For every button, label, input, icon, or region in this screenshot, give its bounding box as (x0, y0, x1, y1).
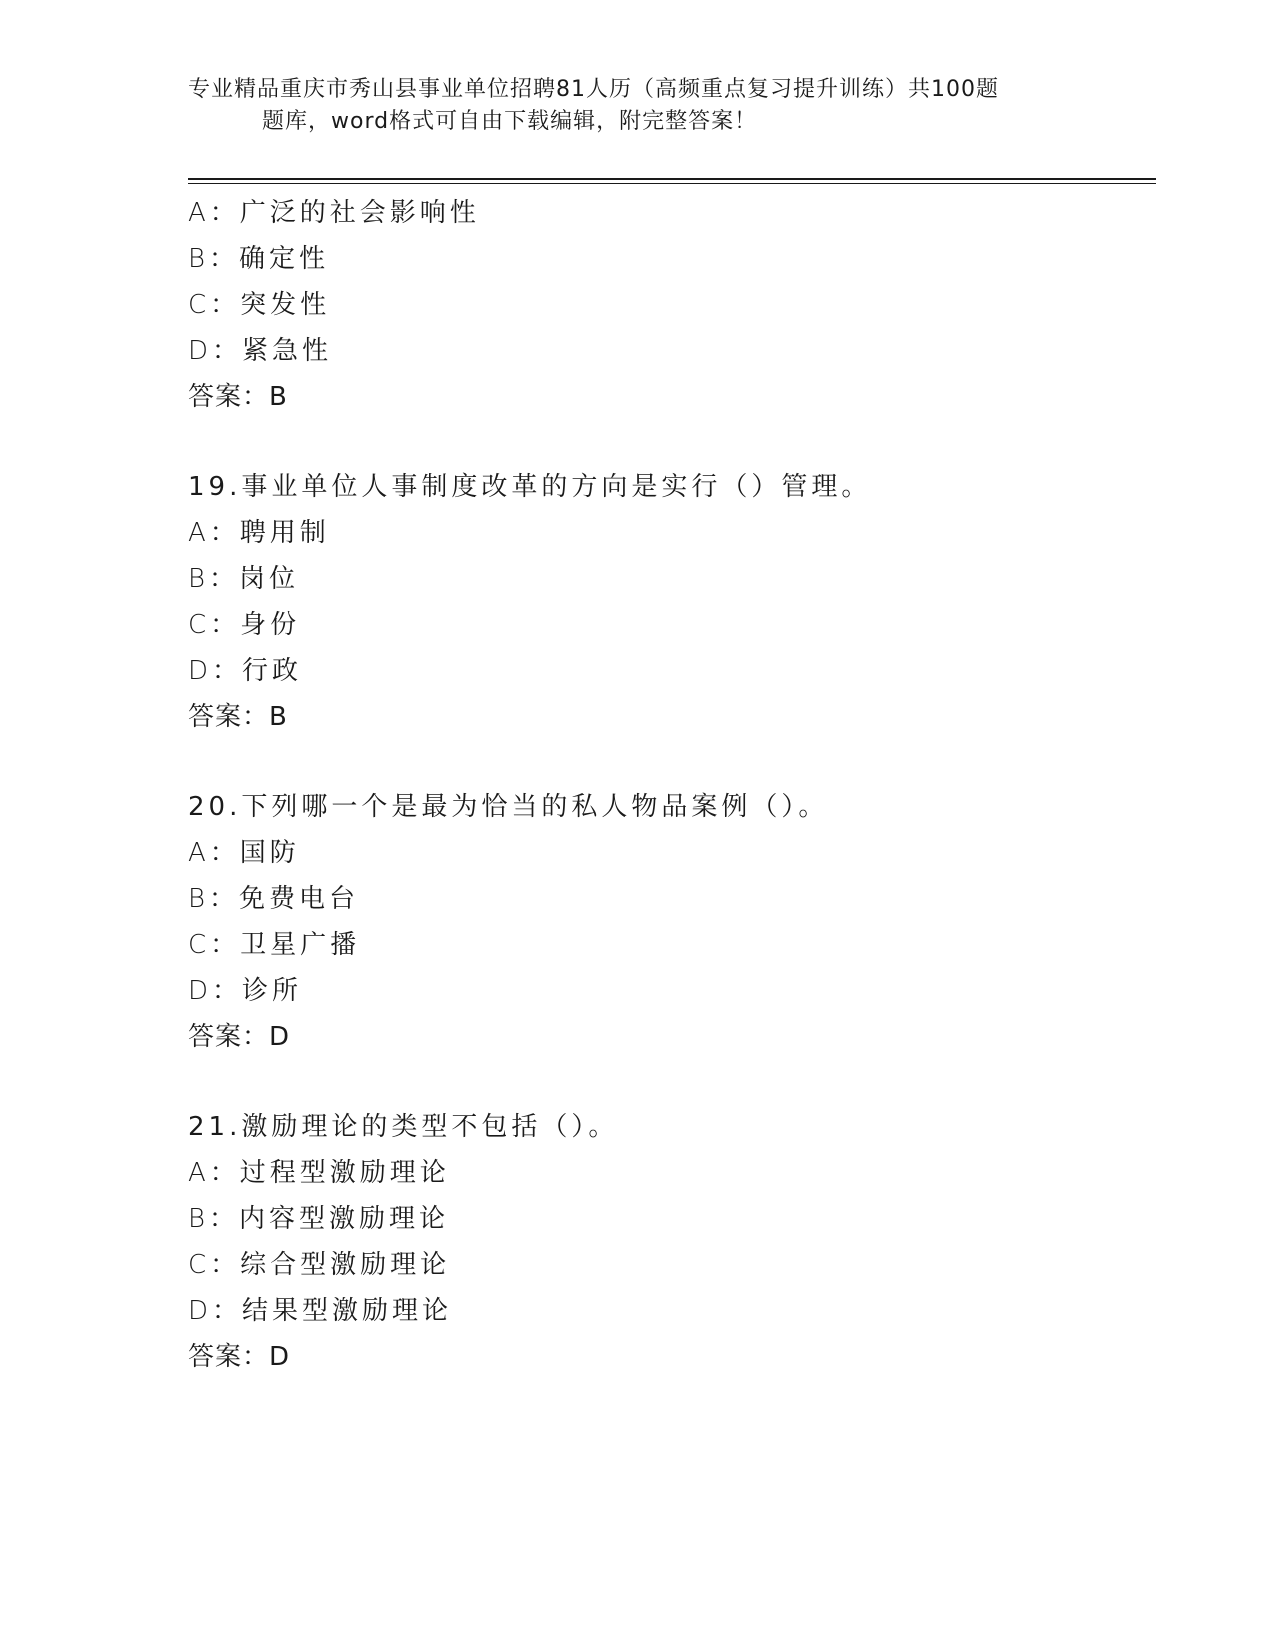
option-a: A：聘用制 (188, 518, 330, 548)
question-item (188, 1104, 1156, 1380)
option-a: A：广泛的社会影响性 (188, 198, 480, 228)
option-d: D：行政 (188, 656, 303, 686)
header-divider-thin (188, 183, 1156, 184)
option-a: A：国防 (188, 838, 300, 868)
question-item (188, 464, 1156, 740)
option-c: C：综合型激励理论 (188, 1250, 451, 1280)
option-c: C：卫星广播 (188, 930, 361, 960)
answer-line: 答案：D (188, 1022, 291, 1052)
option-d: D：诊所 (188, 976, 303, 1006)
option-a: A：过程型激励理论 (188, 1158, 450, 1188)
option-d: D：结果型激励理论 (188, 1296, 453, 1326)
option-b: B：岗位 (188, 564, 300, 594)
option-b: B：确定性 (188, 244, 330, 274)
header-title-line-2: 题库，word格式可自由下载编辑，附完整答案！ (262, 109, 758, 134)
answer-line: 答案：B (188, 702, 288, 732)
question-title: 19.事业单位人事制度改革的方向是实行（）管理。 (188, 472, 872, 502)
question-item (188, 784, 1156, 1060)
question-spacer (188, 420, 1156, 464)
question-item (188, 190, 1156, 420)
header-divider-thick (188, 178, 1156, 180)
answer-line: 答案：B (188, 382, 288, 412)
option-c: C：突发性 (188, 290, 331, 320)
option-c: C：身份 (188, 610, 301, 640)
question-spacer (188, 740, 1156, 784)
question-list (188, 190, 1156, 1380)
header-title-line-1: 专业精品重庆市秀山县事业单位招聘81人历（高频重点复习提升训练）共100题 (188, 77, 999, 102)
document-header (188, 74, 1088, 138)
question-title: 21.激励理论的类型不包括（）。 (188, 1112, 619, 1142)
question-spacer (188, 1060, 1156, 1104)
answer-line: 答案：D (188, 1342, 291, 1372)
option-b: B：内容型激励理论 (188, 1204, 450, 1234)
option-d: D：紧急性 (188, 336, 333, 366)
option-b: B：免费电台 (188, 884, 360, 914)
question-title: 20.下列哪一个是最为恰当的私人物品案例（）。 (188, 792, 829, 822)
